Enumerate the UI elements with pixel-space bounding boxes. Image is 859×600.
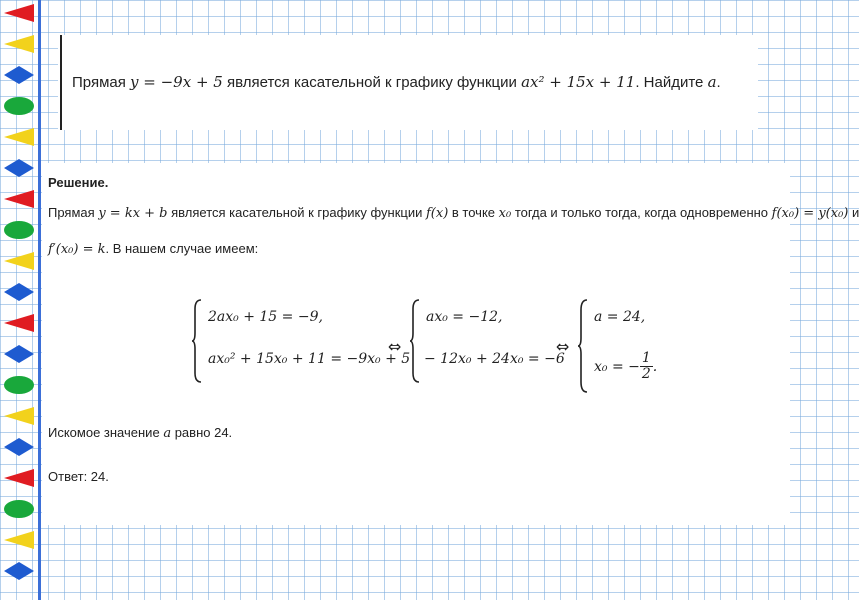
solution-answer: Ответ: 24.	[48, 469, 109, 484]
fraction	[640, 351, 653, 383]
solution-heading: Решение.	[48, 175, 109, 190]
decorative-shape-border	[0, 0, 40, 600]
line1-prefix: Прямая	[48, 205, 95, 220]
diamond-blue-shape	[4, 283, 34, 301]
system-3	[578, 299, 698, 399]
line2-text: . В нашем случае имеем:	[105, 241, 259, 256]
problem-target-var: a	[707, 73, 717, 91]
problem-suffix: . Найдите	[635, 74, 704, 91]
solution-line-2	[48, 241, 258, 257]
diamond-blue-shape	[4, 345, 34, 363]
triangle-yellow-shape	[4, 35, 34, 53]
system-2	[410, 299, 580, 389]
solution-line-1	[48, 205, 859, 221]
triangle-red-shape	[4, 469, 34, 487]
equivalence-symbol-1: ⇔	[388, 337, 402, 356]
system-3-eq-1: a = 24,	[594, 309, 646, 325]
line1-condition: f(x₀) = y(x₀)	[771, 206, 849, 221]
system-1	[192, 299, 411, 389]
solution-conclusion	[48, 425, 232, 441]
conclusion-suffix: равно 24.	[174, 425, 233, 440]
diamond-blue-shape	[4, 159, 34, 177]
line1-mid2: в точке	[451, 205, 496, 220]
system-2-brace	[410, 299, 420, 383]
problem-prefix: Прямая	[72, 74, 126, 91]
system-2-eq-1: ax₀ = −12,	[426, 309, 503, 325]
line1-tangent-eq: y = kx + b	[98, 206, 168, 221]
conclusion-var: a	[163, 426, 172, 441]
system-3-eq-2-left: x₀ = −	[594, 358, 640, 375]
triangle-yellow-shape	[4, 531, 34, 549]
conclusion-prefix: Искомое значение	[48, 425, 160, 440]
fraction-numerator: 1	[641, 350, 651, 366]
line1-and: и	[851, 205, 859, 220]
system-1-eq-2: ax₀² + 15x₀ + 11 = −9x₀ + 5	[208, 351, 411, 367]
system-3-brace	[578, 299, 588, 393]
line1-mid3: тогда и только тогда, когда одновременно	[514, 205, 769, 220]
diamond-blue-shape	[4, 562, 34, 580]
problem-end: .	[716, 74, 721, 91]
triangle-red-shape	[4, 190, 34, 208]
solution-panel	[42, 163, 859, 525]
system-3-eq-2-end: .	[652, 358, 658, 375]
triangle-yellow-shape	[4, 407, 34, 425]
triangle-yellow-shape	[4, 128, 34, 146]
equivalence-symbol-2: ⇔	[556, 337, 570, 356]
problem-statement	[72, 73, 721, 91]
problem-function: ax² + 15x + 11	[521, 73, 636, 91]
system-1-brace	[192, 299, 202, 383]
system-3-eq-2	[594, 351, 657, 383]
problem-middle-text: является касательной к графику функции	[227, 74, 517, 91]
notebook-margin-rule	[38, 0, 41, 600]
diamond-blue-shape	[4, 66, 34, 84]
system-1-eq-1: 2ax₀ + 15 = −9,	[208, 309, 323, 325]
line1-x0: x₀	[498, 206, 512, 221]
line1-f: f(x)	[425, 206, 449, 221]
system-2-eq-2: − 12x₀ + 24x₀ = −6	[424, 351, 565, 367]
ellipse-green-shape	[4, 221, 34, 239]
triangle-yellow-shape	[4, 252, 34, 270]
ellipse-green-shape	[4, 500, 34, 518]
problem-panel	[58, 35, 758, 130]
triangle-red-shape	[4, 4, 34, 22]
line1-mid: является касательной к графику функции	[171, 205, 423, 220]
fraction-denominator: 2	[641, 366, 651, 383]
panel-left-rule	[60, 35, 62, 130]
triangle-red-shape	[4, 314, 34, 332]
diamond-blue-shape	[4, 438, 34, 456]
problem-line-equation: y = −9x + 5	[130, 73, 223, 91]
ellipse-green-shape	[4, 376, 34, 394]
ellipse-green-shape	[4, 97, 34, 115]
line2-derivative-condition: f′(x₀) = k	[48, 242, 106, 257]
